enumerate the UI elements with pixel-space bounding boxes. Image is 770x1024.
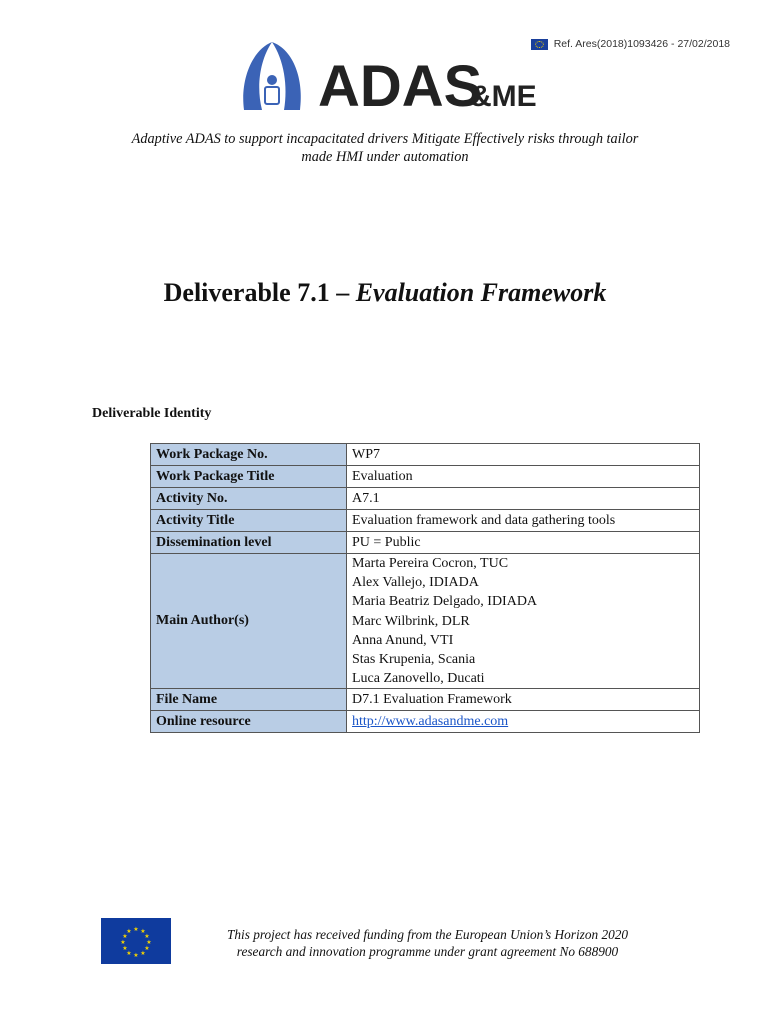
reference-stamp [531, 38, 730, 50]
row-label: Dissemination level [151, 532, 347, 554]
title-italic: Evaluation Framework [355, 278, 607, 307]
row-value: WP7 [347, 444, 700, 466]
row-label: Work Package Title [151, 466, 347, 488]
online-resource-cell [347, 711, 700, 733]
logo-mark-icon [243, 42, 301, 110]
svg-text:★: ★ [140, 928, 146, 935]
subtitle-line-2: made HMI under automation [301, 149, 469, 165]
reference-text: Ref. Ares(2018)1093426 - 27/02/2018 [553, 38, 730, 50]
author: Marc Wilbrink, DLR [352, 613, 470, 629]
row-value: Evaluation framework and data gathering tools [347, 510, 700, 532]
table-row [151, 711, 700, 733]
svg-text:★: ★ [144, 945, 150, 952]
project-subtitle [0, 130, 770, 166]
row-value: Evaluation [347, 466, 700, 488]
table-row [151, 689, 700, 711]
author: Alex Vallejo, IDIADA [352, 575, 479, 591]
svg-text:★: ★ [126, 950, 132, 957]
funding-line-1: This project has received funding from the European Union’s Horizon 2020 [226, 927, 629, 942]
author: Luca Zanovello, Ducati [352, 671, 485, 687]
online-resource-label: Online resource [151, 711, 347, 733]
subtitle-line-1: Adaptive ADAS to support incapacitated drivers Mitigate Effectively risks through tailor [131, 131, 639, 147]
table-row [151, 444, 700, 466]
deliverable-title [0, 278, 770, 308]
authors-list [347, 554, 700, 689]
row-label: Work Package No. [151, 444, 347, 466]
website-link[interactable]: http://www.adasandme.com [352, 713, 509, 729]
svg-text:★: ★ [120, 939, 126, 946]
author: Marta Pereira Cocron, TUC [352, 556, 509, 571]
table-row [151, 510, 700, 532]
title-prefix: Deliverable 7.1 – [163, 278, 356, 307]
svg-text:★: ★ [133, 952, 139, 959]
row-label: Activity Title [151, 510, 347, 532]
svg-text:★: ★ [126, 928, 132, 935]
file-name-value: D7.1 Evaluation Framework [347, 689, 700, 711]
svg-text:★: ★ [122, 933, 128, 940]
author: Stas Krupenia, Scania [352, 652, 476, 668]
author: Maria Beatriz Delgado, IDIADA [352, 594, 538, 610]
svg-text:★: ★ [133, 926, 139, 933]
file-name-label: File Name [151, 689, 347, 711]
svg-text:★: ★ [144, 933, 150, 940]
table-row [151, 532, 700, 554]
table-row [151, 488, 700, 510]
svg-text:★: ★ [122, 945, 128, 952]
table-row-authors [151, 554, 700, 689]
row-value: A7.1 [347, 488, 700, 510]
author: Anna Anund, VTI [352, 632, 454, 648]
row-label: Activity No. [151, 488, 347, 510]
funding-line-2: research and innovation programme under grant agreement No 688900 [236, 944, 619, 959]
row-value: PU = Public [347, 532, 700, 554]
logo-suffix-text: &ME [470, 80, 537, 113]
authors-label: Main Author(s) [151, 554, 347, 689]
logo-main-text: ADAS [318, 54, 483, 114]
deliverable-identity-table [150, 443, 700, 733]
svg-text:★: ★ [140, 950, 146, 957]
adas-me-logo [238, 40, 538, 114]
svg-text:★: ★ [146, 939, 152, 946]
eu-flag-icon [101, 918, 171, 964]
funding-statement [180, 926, 675, 960]
identity-heading: Deliverable Identity [92, 406, 212, 421]
table-row [151, 466, 700, 488]
